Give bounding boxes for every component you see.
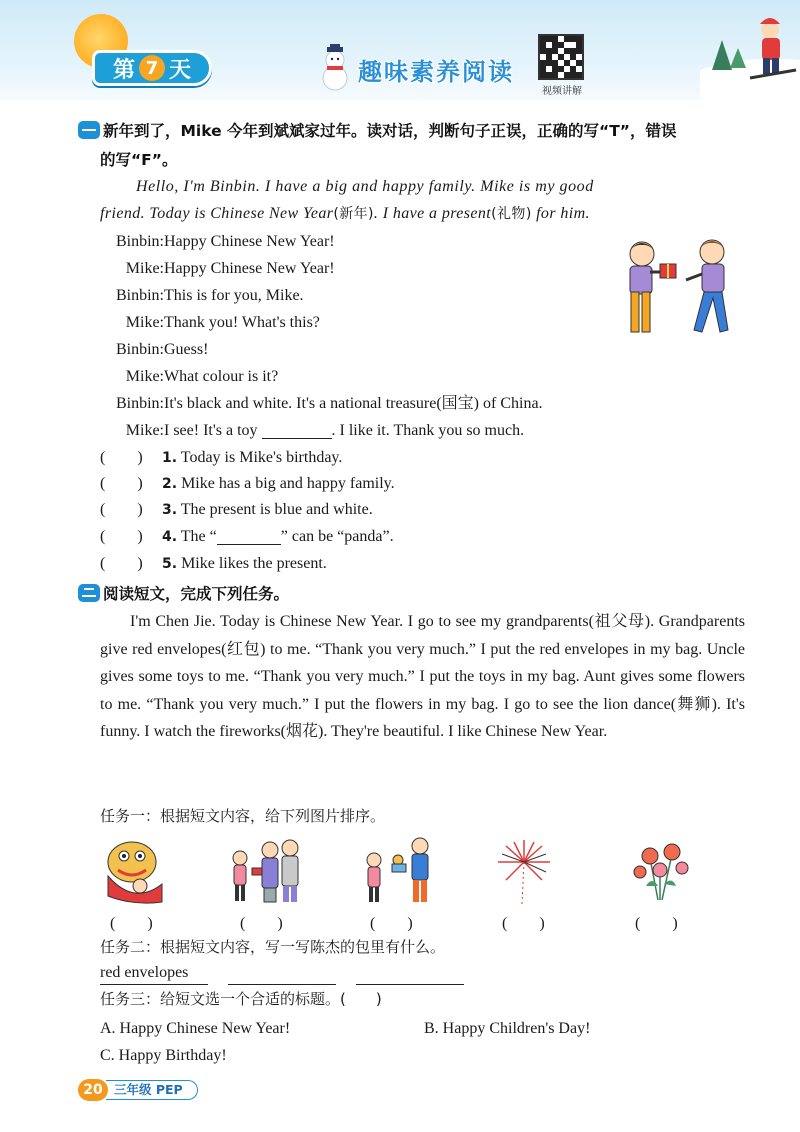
question-item: ( ) 4. The “ ” can be “panda”. <box>100 523 394 551</box>
dialogue-speaker: Binbin: <box>115 287 164 304</box>
kids-gift-illustration <box>614 236 744 340</box>
question-item: ( ) 5. Mike likes the present. <box>100 550 327 578</box>
grade-label: 三年级 PEP <box>106 1080 198 1100</box>
day-number: 7 <box>139 55 165 81</box>
dialogue-speaker: Binbin: <box>115 395 164 412</box>
dialogue-speaker: Binbin: <box>115 341 164 358</box>
answer-parens[interactable]: ( ) <box>100 449 143 466</box>
dialogue-line <box>100 336 208 363</box>
dialogue-line <box>100 282 304 309</box>
task2-answer-blank[interactable] <box>356 962 464 985</box>
dialogue-text: This is for you, Mike. <box>164 287 304 304</box>
section2-heading: 阅读短文，完成下列任务。 <box>78 580 289 609</box>
dialogue-line <box>100 255 335 282</box>
picture-order-parens[interactable]: ( ) <box>110 915 153 932</box>
task3-instruction: 任务三：给短文选一个合适的标题。( ) <box>100 990 382 1008</box>
page-header <box>0 0 800 100</box>
option-a[interactable]: A. Happy Chinese New Year! <box>100 1020 291 1037</box>
task1-instruction: 任务一：根据短文内容，给下列图片排序。 <box>100 807 386 825</box>
dialogue-text: Happy Chinese New Year! <box>164 260 335 277</box>
dialogue-text: Thank you! What's this? <box>164 314 320 331</box>
question-item: ( ) 3. The present is blue and white. <box>100 496 373 524</box>
section1-heading: 新年到了，Mike 今年到斌斌家过年。读对话，判断句子正误，正确的写“T”，错误 <box>78 117 677 146</box>
dialogue-speaker: Binbin: <box>115 233 164 250</box>
reading-passage: I'm Chen Jie. Today is Chinese New Year. I go to see my grandparents(祖父母). Grandparents give red envelopes(红包) to me. “Thank you very much.” I put the red envelopes in my bag. Uncle gives some toys to me. “Thank you very much.” I put the toys in my bag. Aunt gives some flowers to me. “Thank you very much.” I put the flowers in my bag. I go to see the lion dance(舞狮). It's funny. I watch the fireworks(烟花). They're beautiful. I like Chinese New Year. <box>100 613 745 740</box>
uncle-toys-picture <box>362 836 438 906</box>
option-c[interactable]: C. Happy Birthday! <box>100 1047 227 1064</box>
grandparents-picture <box>226 836 306 906</box>
dialogue-speaker: Mike: <box>125 422 164 439</box>
task2-answer-blank[interactable] <box>228 962 336 985</box>
answer-parens[interactable]: ( ) <box>100 555 143 572</box>
answer-parens[interactable]: ( ) <box>100 528 143 545</box>
picture-order-parens[interactable]: ( ) <box>370 915 413 932</box>
picture-order-parens[interactable]: ( ) <box>635 915 678 932</box>
section1-heading-cont: 的写“F”。 <box>100 151 178 169</box>
intro-line-1: Hello, I'm Binbin. I have a big and happy family. Mike is my good <box>136 178 594 195</box>
fireworks-picture <box>494 836 554 906</box>
flowers-picture <box>632 836 690 906</box>
answer-parens[interactable]: ( ) <box>100 501 143 518</box>
answer-blank[interactable] <box>262 421 332 439</box>
dialogue-line <box>100 363 278 390</box>
option-b[interactable]: B. Happy Children's Day! <box>424 1020 591 1037</box>
page-number: 20 <box>78 1079 108 1101</box>
series-title: 趣味素养阅读 <box>358 58 514 86</box>
lion-dance-picture <box>104 836 166 906</box>
dialogue-line <box>100 309 320 336</box>
day-label-pre: 第 <box>112 57 135 83</box>
dialogue-text: Happy Chinese New Year! <box>164 233 335 250</box>
dialogue-line: Mike:I see! It's a toy . I like it. Thank you so much. <box>100 417 524 444</box>
dialogue-text: It's black and white. It's a national treasure(国宝) of China. <box>164 395 543 412</box>
dialogue-speaker: Mike: <box>125 314 164 331</box>
skier-illustration <box>700 0 800 100</box>
qr-code-icon[interactable] <box>538 34 584 80</box>
snowman-icon <box>318 44 352 92</box>
dialogue-speaker: Mike: <box>125 368 164 385</box>
task2-example-answer: red envelopes <box>100 962 208 985</box>
day-badge <box>92 50 212 86</box>
day-label-post: 天 <box>169 57 192 83</box>
dialogue-line <box>100 390 543 417</box>
section-one-badge-icon <box>78 121 100 139</box>
section-two-badge-icon <box>78 584 100 602</box>
qr-label: 视频讲解 <box>542 86 582 97</box>
task2-instruction: 任务二：根据短文内容，写一写陈杰的包里有什么。 <box>100 938 446 956</box>
dialogue-text: Guess! <box>164 341 209 358</box>
dialogue-line <box>100 228 335 255</box>
dialogue-speaker: Mike: <box>125 260 164 277</box>
intro-line-2: friend. Today is Chinese New Year(新年). I have a present(礼物) for him. <box>100 205 590 222</box>
answer-parens[interactable]: ( ) <box>100 475 143 492</box>
picture-order-parens[interactable]: ( ) <box>502 915 545 932</box>
answer-blank[interactable] <box>217 527 281 545</box>
dialogue-text: What colour is it? <box>164 368 279 385</box>
question-item: ( ) 1. Today is Mike's birthday. <box>100 444 342 472</box>
picture-order-parens[interactable]: ( ) <box>240 915 283 932</box>
question-item: ( ) 2. Mike has a big and happy family. <box>100 470 395 498</box>
